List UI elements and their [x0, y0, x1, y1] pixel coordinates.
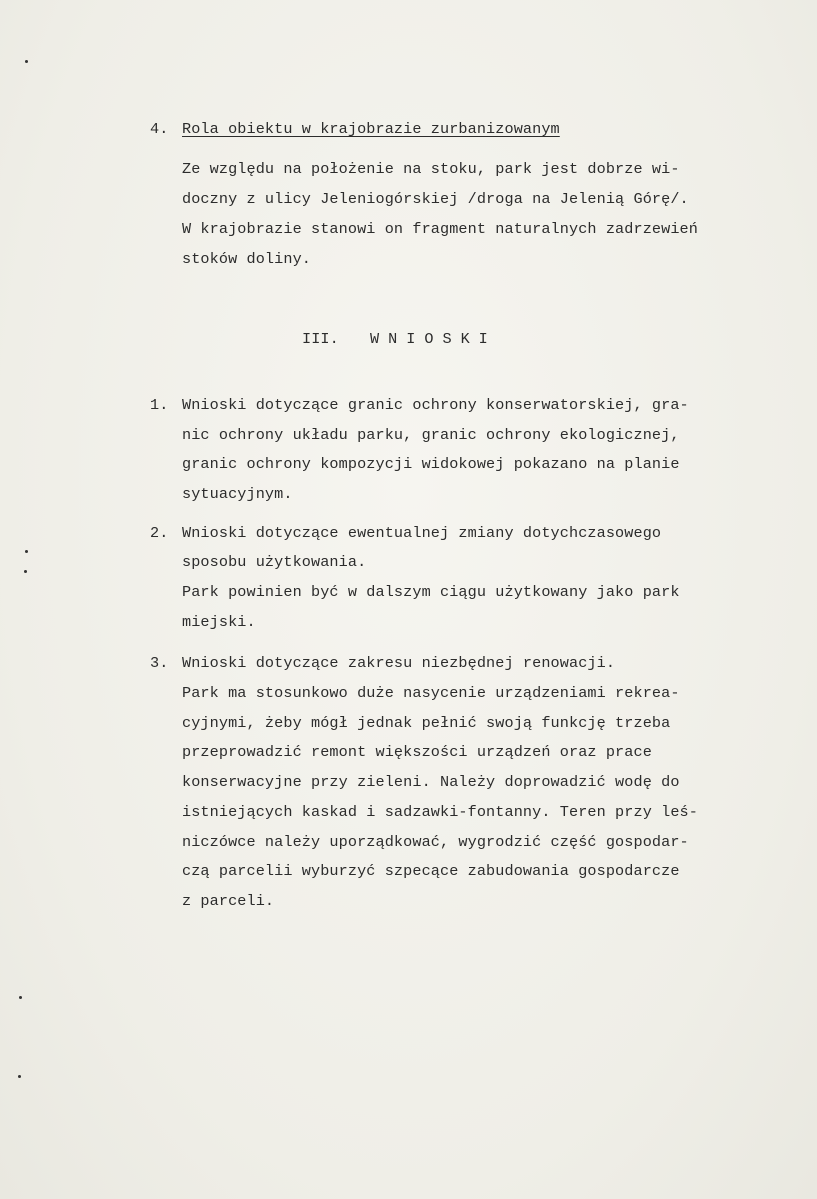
item-line: Wnioski dotyczące zakresu niezbędnej renowacji. [182, 654, 616, 672]
item-line: przeprowadzić remont większości urządzeń oraz prace [182, 743, 652, 761]
margin-mark [25, 550, 28, 553]
item-line: Park powinien być w dalszym ciągu użytkowany jako park [182, 583, 680, 601]
paragraph-line: W krajobrazie stanowi on fragment naturalnych zadrzewień [182, 220, 698, 238]
item-line: Park ma stosunkowo duże nasycenie urządzeniami rekrea- [182, 684, 680, 702]
item-line: nic ochrony układu parku, granic ochrony ekologicznej, [182, 426, 680, 444]
item-number: 1. [150, 396, 169, 414]
item-line: cyjnymi, żeby mógł jednak pełnić swoją funkcję trzeba [182, 714, 671, 732]
item-line: Wnioski dotyczące ewentualnej zmiany dotychczasowego [182, 524, 662, 542]
item-line: granic ochrony kompozycji widokowej pokazano na planie [182, 455, 680, 473]
paragraph-line: stoków doliny. [182, 250, 311, 268]
margin-mark [25, 60, 28, 63]
margin-mark [18, 1075, 21, 1078]
item-line: miejski. [182, 613, 256, 631]
margin-mark [19, 996, 22, 999]
heading-numeral: III. [302, 330, 339, 348]
item-line: czą parcelii wyburzyć szpecące zabudowania gospodarcze [182, 862, 680, 880]
section-title: Rola obiektu w krajobrazie zurbanizowanym [182, 120, 560, 138]
item-line: sposobu użytkowania. [182, 553, 367, 571]
item-line: sytuacyjnym. [182, 485, 293, 503]
paragraph-line: Ze względu na położenie na stoku, park jest dobrze wi- [182, 160, 680, 178]
item-line: Wnioski dotyczące granic ochrony konserwatorskiej, gra- [182, 396, 689, 414]
margin-mark [24, 570, 27, 573]
item-line: istniejących kaskad i sadzawki-fontanny. Teren przy leś- [182, 803, 698, 821]
paragraph-line: doczny z ulicy Jeleniogórskiej /droga na Jelenią Górę/. [182, 190, 689, 208]
item-line: konserwacyjne przy zieleni. Należy doprowadzić wodę do [182, 773, 680, 791]
section-number: 4. [150, 120, 169, 138]
item-line: niczówce należy uporządkować, wygrodzić część gospodar- [182, 833, 689, 851]
heading-title: WNIOSKI [370, 330, 497, 348]
item-number: 3. [150, 654, 169, 672]
item-line: z parceli. [182, 892, 275, 910]
item-number: 2. [150, 524, 169, 542]
